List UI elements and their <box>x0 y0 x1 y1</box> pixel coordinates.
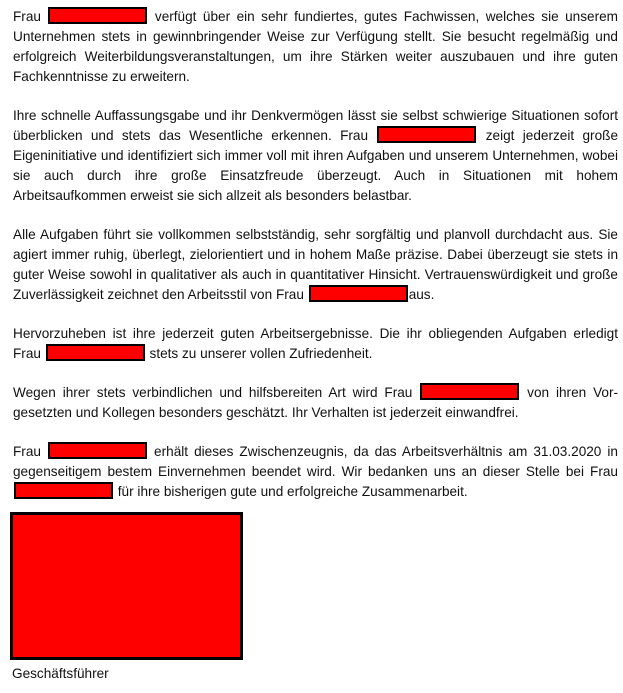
paragraph-text: Wegen ihrer stets verbindlichen und hilfsbereiten Art wird Frau <box>13 385 413 400</box>
paragraph-text: erhält dieses Zwischenzeugnis, da das Arbeitsverhältnis am 31.03.2020 in gegenseitigem bestem Einvernehmen beendet wird. Wir bedanken uns an dieser Stelle bei Frau <box>13 444 618 479</box>
paragraph-results <box>13 324 618 364</box>
paragraph-text: Frau <box>13 9 41 24</box>
paragraph-closing <box>13 442 618 502</box>
redacted-signature <box>10 512 243 660</box>
redacted-name <box>377 126 476 143</box>
certificate-document <box>13 7 618 684</box>
paragraph-behavior <box>13 383 618 423</box>
redacted-name <box>46 344 145 361</box>
paragraph-text: Frau <box>13 444 41 459</box>
paragraph-text: verfügt über ein sehr fundiertes, gutes Fachwissen, welches sie unserem Unternehmen stets in gewinnbringender Weise zur Verfügung stellt. Sie besucht regelmäßig und erfolgreich Weiterbildungsveranstaltungen, um ihre Stärken weiter auszubauen und ihre guten Fachkenntnisse zu erweitern. <box>13 9 619 84</box>
paragraph-text: Ihre schnelle Auffassungsgabe und ihr Denkvermögen lässt sie selbst schwierige Situationen sofort überblicken und stets das Wesentliche erkennen. Frau <box>13 108 618 143</box>
redacted-name <box>14 482 113 499</box>
paragraph-text: von ihren Vorgesetzten und Kollegen besonders geschätzt. Ihr Verhalten ist jederzeit einwandfrei. <box>13 385 619 420</box>
paragraph-text: Alle Aufgaben führt sie vollkommen selbstständig, sehr sorgfältig und planvoll durchdacht aus. Sie agiert immer ruhig, überlegt, zielorientiert und in hohem Maße präzise. Dabei überzeugt sie stets in guter Weise sowohl in qualitativer als auch in quantitativer Hinsicht. Vertrauenswürdigkeit und große Zuverlässigkeit zeichnet den Arbeitsstil von Frau <box>13 227 618 302</box>
redacted-name <box>420 383 519 400</box>
paragraph-text: aus. <box>408 287 435 302</box>
redacted-name <box>309 285 408 302</box>
paragraph-expertise <box>13 7 618 87</box>
paragraph-text: stets zu unserer vollen Zufriedenheit. <box>149 346 373 361</box>
signature-label: Geschäftsführer <box>12 666 109 681</box>
redacted-name <box>48 7 147 24</box>
paragraph-comprehension <box>13 106 618 206</box>
paragraph-text: Hervorzuheben ist ihre jederzeit guten Arbeitsergebnisse. Die ihr obliegenden Aufgaben erledigt Frau <box>13 326 618 361</box>
paragraph-text: für ihre bisherigen gute und erfolgreiche Zusammenarbeit. <box>117 484 468 499</box>
paragraph-text: zeigt jederzeit große Eigeninitiative und identifiziert sich immer voll mit ihren Aufgaben und unserem Unternehmen, wobei sie auch durch ihre große Einsatzfreude überzeugt. Auch in Situationen mit hohem Arbeitsaufkommen erweist sie sich allzeit als besonders belastbar. <box>13 128 619 203</box>
paragraph-work-style <box>13 225 618 305</box>
redacted-name <box>48 442 147 459</box>
